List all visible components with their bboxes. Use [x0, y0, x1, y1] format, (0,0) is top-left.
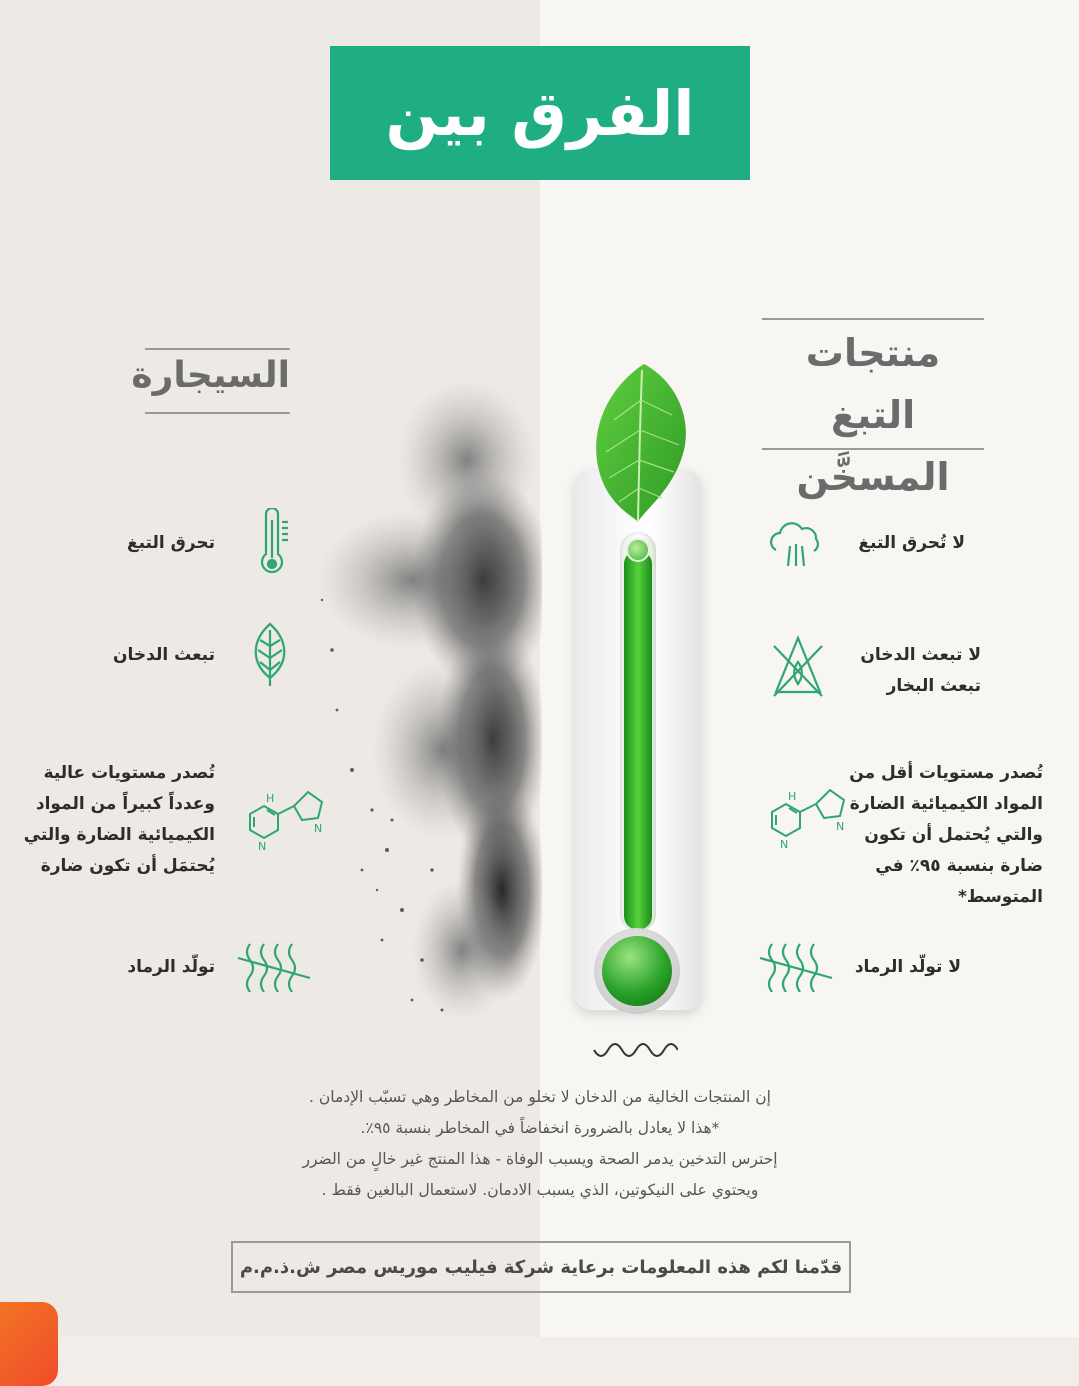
svg-text:H: H [266, 792, 275, 805]
smoke-cloud-image [292, 350, 542, 1030]
heat-wave-icon [592, 1042, 678, 1064]
heading-bottom-rule [145, 412, 290, 414]
right-item-2-line: لا تبعث الدخان [860, 645, 981, 665]
heated-tobacco-heading-line1: منتجات التبغ [805, 331, 941, 437]
cigarette-heading-text: السيجارة [131, 355, 290, 396]
disclaimer-line: *هذا لا يعادل بالضرورة انخفاضاً في المخاطر بنسبة ٩٥٪. [360, 1119, 720, 1137]
no-fire-icon [770, 632, 826, 700]
cloud-heat-icon [766, 518, 826, 570]
right-item-2-line: تبعث البخار [886, 676, 981, 696]
sponsor-text: قدّمنا لكم هذه المعلومات برعاية شركة فيليب موريس مصر ش.ذ.م.م [239, 1256, 843, 1278]
disclaimer-line: إحترس التدخين يدمر الصحة ويسبب الوفاة - هذا المنتج غير خالٍ من الضرر [302, 1150, 778, 1168]
svg-text:H: H [788, 790, 797, 803]
svg-text:N: N [314, 822, 323, 835]
disclaimer-line: ويحتوي على النيكوتين، الذي يسبب الادمان. لاستعمال البالغين فقط . [321, 1181, 759, 1199]
left-item-4-line: تولّد الرماد [127, 957, 215, 977]
heading-bottom-rule [762, 448, 984, 450]
thermometer-bulb [602, 936, 672, 1006]
disclaimer [230, 1082, 850, 1206]
left-item-1-line: تحرق التبغ [126, 533, 215, 553]
right-item-1 [858, 528, 965, 559]
no-ash-icon [758, 940, 834, 992]
right-item-3-line: المواد الكيميائية الضارة [849, 794, 1043, 814]
left-item-3-line: يُحتمَل أن تكون ضارة [40, 856, 215, 876]
cigarette-heading [131, 350, 290, 402]
left-item-4 [127, 952, 215, 983]
right-item-4-line: لا تولّد الرماد [854, 957, 961, 977]
page-title: الفرق بين [385, 76, 695, 150]
left-item-3 [24, 758, 215, 882]
heated-tobacco-heading [762, 318, 984, 508]
thermometer-icon [258, 508, 292, 576]
tobacco-leaf-icon [584, 360, 690, 528]
right-item-3-line: تُصدر مستويات أقل من [849, 763, 1043, 783]
svg-text:N: N [780, 838, 789, 851]
right-item-2 [860, 640, 981, 702]
sponsor-footer [231, 1241, 851, 1293]
right-item-4 [855, 952, 961, 983]
disclaimer-line: إن المنتجات الخالية من الدخان لا تخلو من المخاطر وهي تسبّب الإدمان . [309, 1088, 771, 1106]
right-item-3-line: ضارة بنسبة ٩٥٪ في [875, 856, 1043, 876]
heading-top-rule [762, 318, 984, 320]
svg-text:N: N [258, 840, 267, 853]
right-item-3-line: والتي يُحتمل أن تكون [864, 825, 1043, 845]
left-item-2 [113, 640, 215, 671]
corner-badge [0, 1302, 58, 1386]
heading-top-rule [145, 348, 290, 350]
left-item-3-line: تُصدر مستويات عالية [43, 763, 215, 783]
right-item-3-line: المتوسط* [957, 887, 1043, 907]
thermometer-top-dot [626, 538, 650, 562]
left-item-1 [127, 528, 215, 559]
thermometer-fill [624, 550, 652, 930]
svg-text:N: N [836, 820, 845, 833]
heated-tobacco-heading-line2: المسخَّن [796, 455, 950, 499]
nicotine-molecule-icon [754, 784, 854, 852]
left-item-3-line: وعدداً كبيراً من المواد [35, 794, 215, 814]
left-item-2-line: تبعث الدخان [112, 645, 215, 665]
left-item-3-line: الكيميائية الضارة والتي [23, 825, 215, 845]
ash-waves-icon [236, 940, 312, 992]
title-banner [330, 46, 750, 180]
nicotine-molecule-icon [232, 786, 332, 854]
leaf-icon [246, 620, 294, 690]
right-item-3 [849, 758, 1043, 913]
right-item-1-line: لا تُحرق التبغ [858, 533, 965, 553]
